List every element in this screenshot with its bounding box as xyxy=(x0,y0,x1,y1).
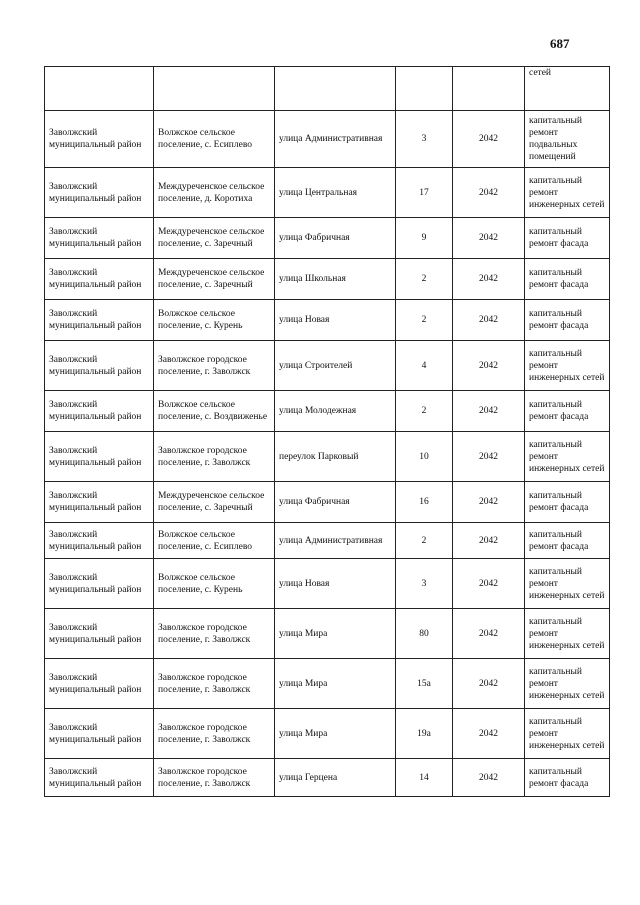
house-cell: 10 xyxy=(396,432,453,482)
house-cell: 4 xyxy=(396,341,453,391)
year-cell xyxy=(453,67,525,111)
year-cell: 2042 xyxy=(453,111,525,168)
settlement-cell: Волжское сельское поселение, с. Есиплево xyxy=(154,111,275,168)
district-cell xyxy=(45,67,154,111)
table-row xyxy=(45,432,610,482)
house-cell: 2 xyxy=(396,259,453,300)
settlement-cell: Волжское сельское поселение, с. Воздвиженье xyxy=(154,391,275,432)
table-row xyxy=(45,559,610,609)
work-cell: капитальный ремонт инженерных сетей xyxy=(525,709,610,759)
table-row xyxy=(45,482,610,523)
house-cell: 15а xyxy=(396,659,453,709)
table-body xyxy=(45,67,610,797)
work-cell: капитальный ремонт фасада xyxy=(525,391,610,432)
work-cell: капитальный ремонт инженерных сетей xyxy=(525,559,610,609)
work-cell: капитальный ремонт инженерных сетей xyxy=(525,609,610,659)
district-cell: Заволжский муниципальный район xyxy=(45,659,154,709)
settlement-cell: Волжское сельское поселение, с. Курень xyxy=(154,300,275,341)
work-cell: капитальный ремонт инженерных сетей xyxy=(525,341,610,391)
house-cell: 2 xyxy=(396,391,453,432)
street-cell: улица Школьная xyxy=(275,259,396,300)
house-cell: 3 xyxy=(396,111,453,168)
district-cell: Заволжский муниципальный район xyxy=(45,609,154,659)
housing-repair-table xyxy=(44,66,610,797)
year-cell: 2042 xyxy=(453,259,525,300)
district-cell: Заволжский муниципальный район xyxy=(45,523,154,559)
settlement-cell: Заволжское городское поселение, г. Заволжск xyxy=(154,659,275,709)
year-cell: 2042 xyxy=(453,523,525,559)
district-cell: Заволжский муниципальный район xyxy=(45,709,154,759)
year-cell: 2042 xyxy=(453,482,525,523)
settlement-cell xyxy=(154,67,275,111)
street-cell: улица Центральная xyxy=(275,168,396,218)
street-cell: улица Герцена xyxy=(275,759,396,797)
table-row xyxy=(45,259,610,300)
table-row xyxy=(45,391,610,432)
settlement-cell: Волжское сельское поселение, с. Курень xyxy=(154,559,275,609)
table-row xyxy=(45,168,610,218)
year-cell: 2042 xyxy=(453,168,525,218)
street-cell: улица Мира xyxy=(275,709,396,759)
year-cell: 2042 xyxy=(453,300,525,341)
year-cell: 2042 xyxy=(453,218,525,259)
settlement-cell: Заволжское городское поселение, г. Заволжск xyxy=(154,432,275,482)
district-cell: Заволжский муниципальный район xyxy=(45,759,154,797)
year-cell: 2042 xyxy=(453,659,525,709)
work-cell: капитальный ремонт фасада xyxy=(525,300,610,341)
table-row xyxy=(45,218,610,259)
district-cell: Заволжский муниципальный район xyxy=(45,482,154,523)
settlement-cell: Междуреченское сельское поселение, с. Заречный xyxy=(154,482,275,523)
house-cell: 19а xyxy=(396,709,453,759)
street-cell: улица Мира xyxy=(275,609,396,659)
work-cell: капитальный ремонт фасада xyxy=(525,759,610,797)
street-cell xyxy=(275,67,396,111)
work-cell: капитальный ремонт инженерных сетей xyxy=(525,432,610,482)
district-cell: Заволжский муниципальный район xyxy=(45,218,154,259)
district-cell: Заволжский муниципальный район xyxy=(45,391,154,432)
table-row xyxy=(45,659,610,709)
table-row xyxy=(45,609,610,659)
year-cell: 2042 xyxy=(453,341,525,391)
work-cell: капитальный ремонт фасада xyxy=(525,218,610,259)
table-row xyxy=(45,111,610,168)
house-cell: 80 xyxy=(396,609,453,659)
work-cell: капитальный ремонт фасада xyxy=(525,482,610,523)
house-cell xyxy=(396,67,453,111)
settlement-cell: Заволжское городское поселение, г. Заволжск xyxy=(154,709,275,759)
work-cell: капитальный ремонт подвальных помещений xyxy=(525,111,610,168)
street-cell: переулок Парковый xyxy=(275,432,396,482)
table-row xyxy=(45,709,610,759)
house-cell: 3 xyxy=(396,559,453,609)
street-cell: улица Молодежная xyxy=(275,391,396,432)
settlement-cell: Междуреченское сельское поселение, д. Коротиха xyxy=(154,168,275,218)
year-cell: 2042 xyxy=(453,391,525,432)
settlement-cell: Волжское сельское поселение, с. Есиплево xyxy=(154,523,275,559)
year-cell: 2042 xyxy=(453,559,525,609)
house-cell: 16 xyxy=(396,482,453,523)
district-cell: Заволжский муниципальный район xyxy=(45,259,154,300)
house-cell: 17 xyxy=(396,168,453,218)
work-cell: сетей xyxy=(525,67,610,111)
year-cell: 2042 xyxy=(453,609,525,659)
work-cell: капитальный ремонт фасада xyxy=(525,523,610,559)
district-cell: Заволжский муниципальный район xyxy=(45,300,154,341)
district-cell: Заволжский муниципальный район xyxy=(45,432,154,482)
street-cell: улица Новая xyxy=(275,300,396,341)
district-cell: Заволжский муниципальный район xyxy=(45,559,154,609)
street-cell: улица Мира xyxy=(275,659,396,709)
street-cell: улица Фабричная xyxy=(275,218,396,259)
table-row xyxy=(45,67,610,111)
house-cell: 2 xyxy=(396,300,453,341)
work-cell: капитальный ремонт фасада xyxy=(525,259,610,300)
house-cell: 2 xyxy=(396,523,453,559)
district-cell: Заволжский муниципальный район xyxy=(45,341,154,391)
street-cell: улица Новая xyxy=(275,559,396,609)
work-cell: капитальный ремонт инженерных сетей xyxy=(525,168,610,218)
work-cell: капитальный ремонт инженерных сетей xyxy=(525,659,610,709)
settlement-cell: Заволжское городское поселение, г. Заволжск xyxy=(154,341,275,391)
year-cell: 2042 xyxy=(453,709,525,759)
house-cell: 9 xyxy=(396,218,453,259)
settlement-cell: Междуреченское сельское поселение, с. Заречный xyxy=(154,218,275,259)
district-cell: Заволжский муниципальный район xyxy=(45,111,154,168)
house-cell: 14 xyxy=(396,759,453,797)
district-cell: Заволжский муниципальный район xyxy=(45,168,154,218)
settlement-cell: Заволжское городское поселение, г. Заволжск xyxy=(154,609,275,659)
street-cell: улица Фабричная xyxy=(275,482,396,523)
table-row xyxy=(45,523,610,559)
settlement-cell: Заволжское городское поселение, г. Заволжск xyxy=(154,759,275,797)
table-row xyxy=(45,341,610,391)
street-cell: улица Административная xyxy=(275,111,396,168)
page-number: 687 xyxy=(550,36,570,51)
settlement-cell: Междуреченское сельское поселение, с. Заречный xyxy=(154,259,275,300)
table-row xyxy=(45,759,610,797)
year-cell: 2042 xyxy=(453,759,525,797)
street-cell: улица Строителей xyxy=(275,341,396,391)
table-row xyxy=(45,300,610,341)
year-cell: 2042 xyxy=(453,432,525,482)
street-cell: улица Административная xyxy=(275,523,396,559)
